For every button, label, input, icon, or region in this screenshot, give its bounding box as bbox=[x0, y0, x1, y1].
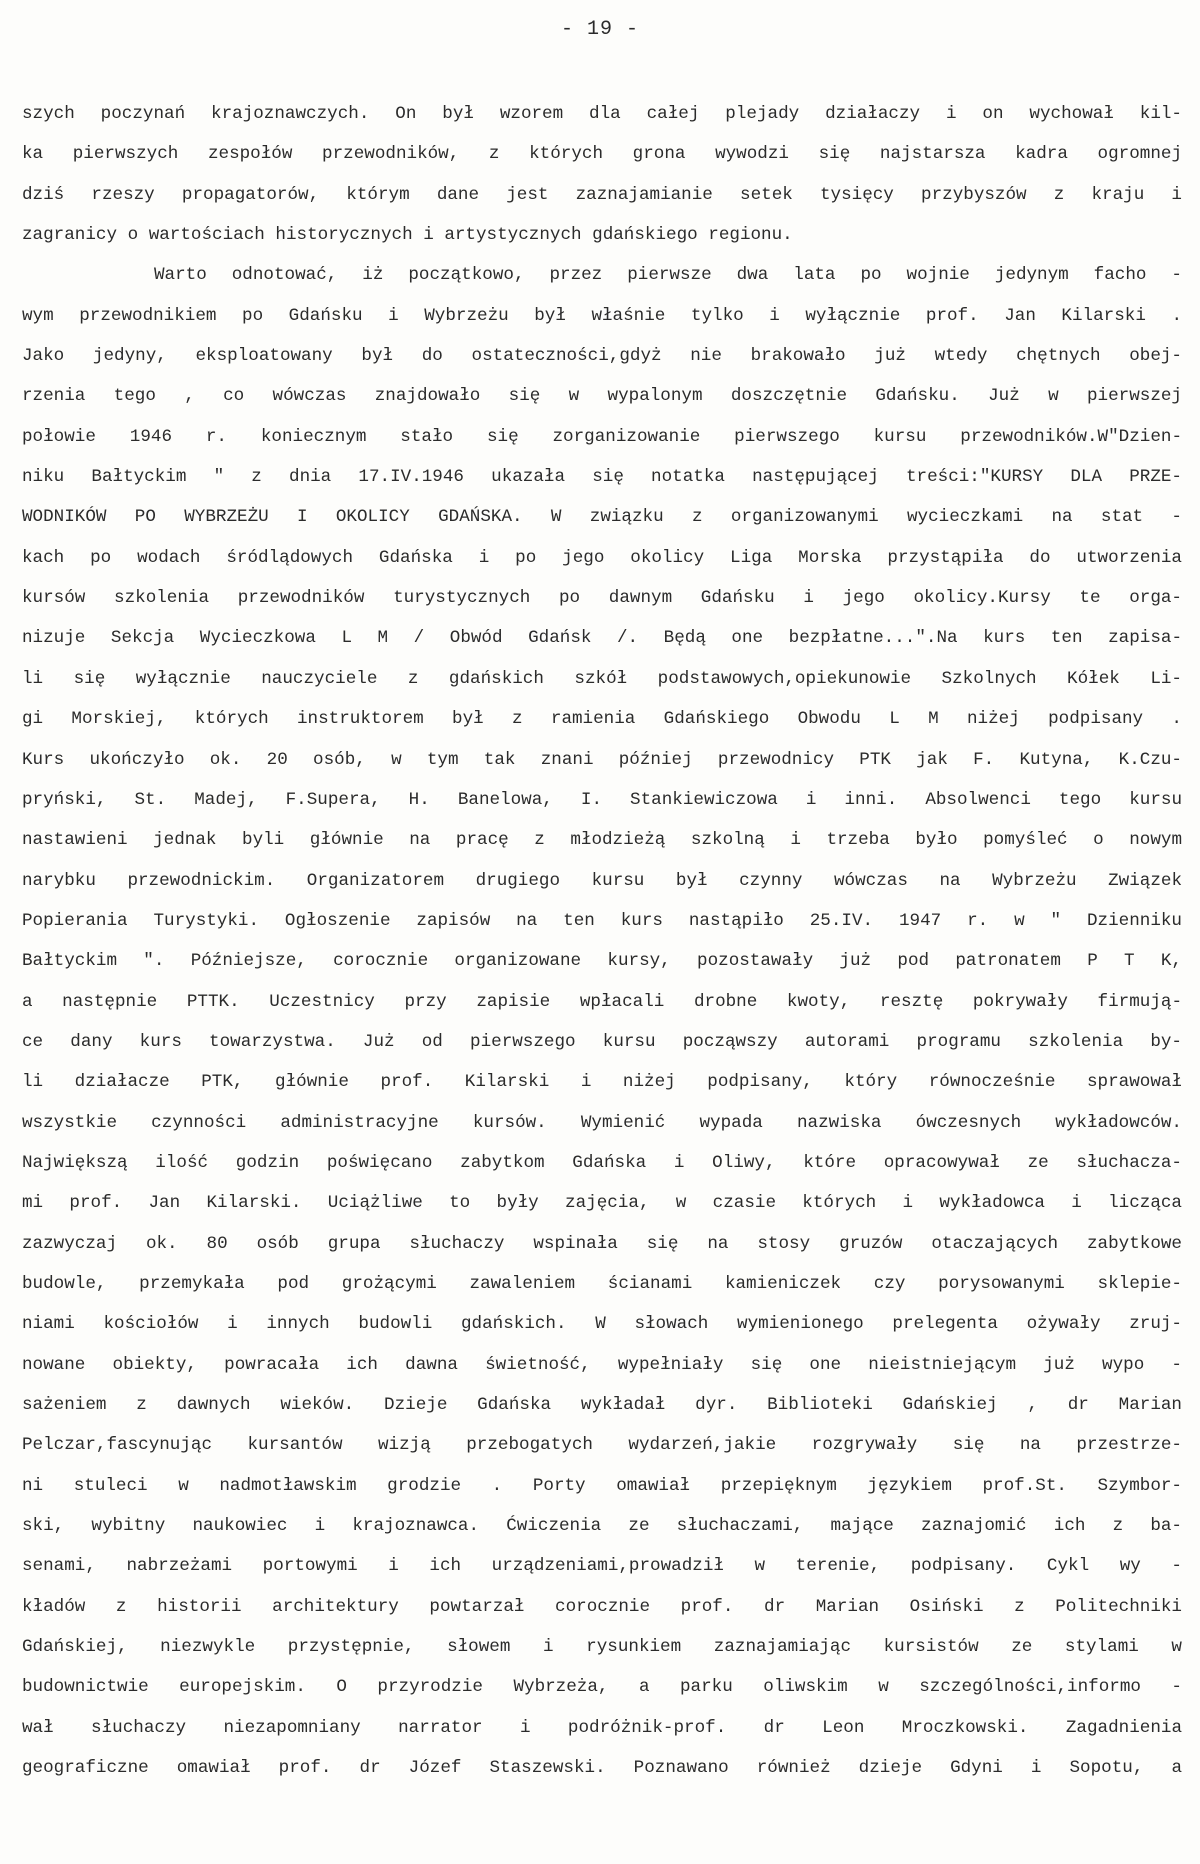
text-line: zazwyczaj ok. 80 osób grupa słuchaczy wspinała się na stosy gruzów otaczających zabytkowe bbox=[22, 1233, 1182, 1254]
text-line: Największą ilość godzin poświęcano zabytkom Gdańska i Oliwy, które opracowywał ze słuchacza- bbox=[22, 1152, 1182, 1173]
text-line: a następnie PTTK. Uczestnicy przy zapisie wpłacali drobne kwoty, resztę pokrywały firmują- bbox=[22, 991, 1182, 1012]
text-line: pryński, St. Madej, F.Supera, H. Banelowa, I. Stankiewiczowa i inni. Absolwenci tego kursu bbox=[22, 789, 1182, 810]
text-line: zagranicy o wartościach historycznych i artystycznych gdańskiego regionu. bbox=[22, 225, 793, 246]
text-line: Kurs ukończyło ok. 20 osób, w tym tak znani później przewodnicy PTK jak F. Kutyna, K.Czu- bbox=[22, 749, 1182, 770]
text-line: rzenia tego , co wówczas znajdowało się w wypalonym doszczętnie Gdańsku. Już w pierwszej bbox=[22, 386, 1182, 407]
text-line: nastawieni jednak byli głównie na pracę z młodzieżą szkolną i trzeba było pomyśleć o nowym bbox=[22, 830, 1182, 851]
text-line: gi Morskiej, których instruktorem był z ramienia Gdańskiego Obwodu L M niżej podpisany . bbox=[22, 709, 1182, 730]
text-line: niami kościołów i innych budowli gdańskich. W słowach wymienionego prelegenta ożywały zruj- bbox=[22, 1314, 1182, 1335]
text-line: li się wyłącznie nauczyciele z gdańskich szkół podstawowych,opiekunowie Szkolnych Kółek Li- bbox=[22, 668, 1182, 689]
page-number: - 19 - bbox=[560, 18, 639, 41]
text-line: kach po wodach śródlądowych Gdańska i po jego okolicy Liga Morska przystąpiła do utworzenia bbox=[22, 547, 1182, 568]
text-line: Bałtyckim ". Późniejsze, corocznie organizowane kursy, pozostawały już pod patronatem P T K, bbox=[22, 951, 1182, 972]
text-line: połowie 1946 r. koniecznym stało się zorganizowanie pierwszego kursu przewodników.W"Dzien- bbox=[22, 426, 1182, 447]
text-line: szych poczynań krajoznawczych. On był wzorem dla całej plejady działaczy i on wychował kil- bbox=[22, 104, 1182, 124]
text-line: ka pierwszych zespołów przewodników, z których grona wywodzi się najstarsza kadra ogromnej bbox=[22, 144, 1182, 165]
text-line: Pelczar,fascynując kursantów wizją przebogatych wydarzeń,jakie rozgrywały się na przestrze- bbox=[22, 1435, 1182, 1456]
text-line: niku Bałtyckim " z dnia 17.IV.1946 ukazała się notatka następującej treści:"KURSY DLA PRZE- bbox=[22, 467, 1182, 488]
text-line: Popierania Turystyki. Ogłoszenie zapisów na ten kurs nastąpiło 25.IV. 1947 r. w " Dzienniku bbox=[22, 910, 1182, 931]
text-line: sażeniem z dawnych wieków. Dzieje Gdańska wykładał dyr. Biblioteki Gdańskiej , dr Marian bbox=[22, 1395, 1182, 1415]
text-line: ni stuleci w nadmotławskim grodzie . Porty omawiał przepięknym językiem prof.St. Szymbor- bbox=[22, 1475, 1182, 1496]
text-line: ski, wybitny naukowiec i krajoznawca. Ćwiczenia ze słuchaczami, mające zaznajomić ich z ba- bbox=[22, 1516, 1182, 1537]
text-line: kładów z historii architektury powtarzał corocznie prof. dr Marian Osiński z Politechniki bbox=[22, 1596, 1182, 1617]
text-line: Warto odnotować, iż początkowo, przez pierwsze dwa lata po wojnie jedynym facho - bbox=[154, 265, 1182, 286]
text-line: nizuje Sekcja Wycieczkowa L M / Obwód Gdańsk /. Będą one bezpłatne...".Na kurs ten zapisa- bbox=[22, 628, 1182, 649]
text-line: li działacze PTK, głównie prof. Kilarski i niżej podpisany, który równocześnie sprawował bbox=[22, 1072, 1182, 1093]
text-line: budownictwie europejskim. O przyrodzie Wybrzeża, a parku oliwskim w szczególności,informo - bbox=[22, 1677, 1182, 1698]
body-text bbox=[22, 94, 1182, 1788]
text-line: Gdańskiej, niezwykle przystępnie, słowem i rysunkiem zaznajamiając kursistów ze stylami w bbox=[22, 1637, 1182, 1658]
text-line: ce dany kurs towarzystwa. Już od pierwszego kursu począwszy autorami programu szkolenia by- bbox=[22, 1031, 1182, 1052]
text-line: wszystkie czynności administracyjne kursów. Wymienić wypada nazwiska ówczesnych wykładowców. bbox=[22, 1112, 1182, 1133]
text-line: budowle, przemykała pod grożącymi zawaleniem ścianami kamieniczek czy porysowanymi sklepie- bbox=[22, 1273, 1182, 1294]
text-line: dziś rzeszy propagatorów, którym dane jest zaznajamianie setek tysięcy przybyszów z kraju i bbox=[22, 184, 1182, 205]
text-line: narybku przewodnickim. Organizatorem drugiego kursu był czynny wówczas na Wybrzeżu Związek bbox=[22, 870, 1182, 891]
text-line: kursów szkolenia przewodników turystycznych po dawnym Gdańsku i jego okolicy.Kursy te orga- bbox=[22, 588, 1182, 609]
text-line: wał słuchaczy niezapomniany narrator i podróżnik-prof. dr Leon Mroczkowski. Zagadnienia bbox=[22, 1717, 1182, 1738]
text-line: senami, nabrzeżami portowymi i ich urządzeniami,prowadził w terenie, podpisany. Cykl wy - bbox=[22, 1556, 1182, 1577]
text-line: nowane obiekty, powracała ich dawna świetność, wypełniały się one nieistniejącym już wypo - bbox=[22, 1354, 1182, 1375]
text-line: WODNIKÓW PO WYBRZEŻU I OKOLICY GDAŃSKA. W związku z organizowanymi wycieczkami na stat - bbox=[22, 507, 1182, 528]
text-line: geograficzne omawiał prof. dr Józef Staszewski. Poznawano również dzieje Gdyni i Sopotu, a bbox=[22, 1758, 1182, 1779]
text-line: Jako jedyny, eksploatowany był do ostateczności,gdyż nie brakowało już wtedy chętnych obej- bbox=[22, 346, 1182, 367]
text-line: mi prof. Jan Kilarski. Uciążliwe to były zajęcia, w czasie których i wykładowca i licząca bbox=[22, 1193, 1182, 1214]
text-line: wym przewodnikiem po Gdańsku i Wybrzeżu był właśnie tylko i wyłącznie prof. Jan Kilarski . bbox=[22, 305, 1182, 326]
